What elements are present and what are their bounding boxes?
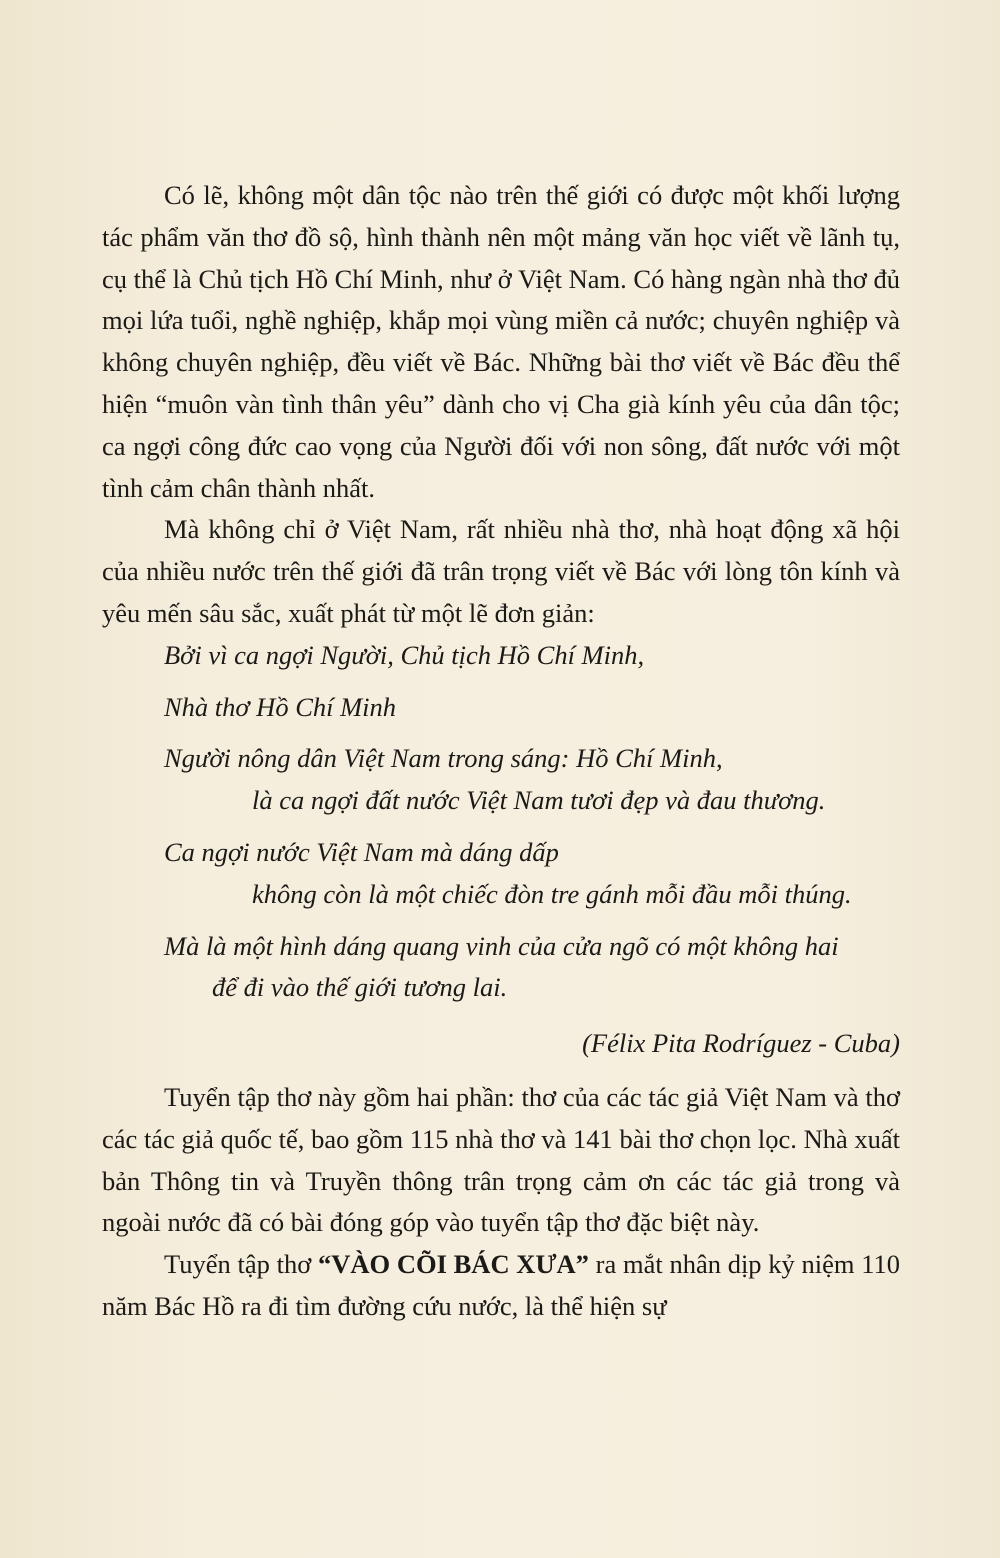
paragraph-launch (102, 1244, 900, 1328)
poem-line-1: Bởi vì ca ngợi Người, Chủ tịch Hồ Chí Minh, (164, 639, 645, 670)
body-text (102, 175, 900, 1328)
launch-text-after: ra mắt nhân dịp kỷ niệm 110 năm Bác Hồ ra đi tìm đường cứu nước, là thể hiện sự (102, 1249, 900, 1321)
poem-line-5: Ca ngợi nước Việt Nam mà dáng dấp (164, 836, 559, 867)
poem-attribution: (Félix Pita Rodríguez - Cuba) (582, 1028, 900, 1059)
launch-text-before: Tuyển tập thơ (164, 1249, 318, 1280)
collection-title: “VÀO CÕI BÁC XƯA” (317, 1249, 589, 1280)
poem-quote (102, 635, 900, 1009)
poem-line-4: là ca ngợi đất nước Việt Nam tươi đẹp và đau thương. (252, 785, 826, 816)
poem-line-2: Nhà thơ Hồ Chí Minh (164, 691, 397, 722)
poem-line-3: Người nông dân Việt Nam trong sáng: Hồ Chí Minh, (164, 743, 723, 774)
poem-line-8: để đi vào thế giới tương lai. (212, 972, 508, 1003)
paragraph-collection: Tuyển tập thơ này gồm hai phần: thơ của các tác giả Việt Nam và thơ các tác giả quốc tế, bao gồm 115 nhà thơ và 141 bài thơ chọn lọc. Nhà xuất bản Thông tin và Truyền thông trân trọng cảm ơn các tác giả trong và ngoài nước đã có bài đóng góp vào tuyển tập thơ đặc biệt này. (102, 1081, 900, 1238)
paragraph-international: Mà không chỉ ở Việt Nam, rất nhiều nhà thơ, nhà hoạt động xã hội của nhiều nước trên thế giới đã trân trọng viết về Bác với lòng tôn kính và yêu mến sâu sắc, xuất phát từ một lẽ đơn giản: (102, 514, 900, 628)
poem-line-7: Mà là một hình dáng quang vinh của cửa ngõ có một không hai (164, 930, 839, 961)
paragraph-intro: Có lẽ, không một dân tộc nào trên thế giới có được một khối lượng tác phẩm văn thơ đồ sộ, hình thành nên một mảng văn học viết về lãnh tụ, cụ thể là Chủ tịch Hồ Chí Minh, như ở Việt Nam. Có hàng ngàn nhà thơ đủ mọi lứa tuổi, nghề nghiệp, khắp mọi vùng miền cả nước; chuyên nghiệp và không chuyên nghiệp, đều viết về Bác. Những bài thơ viết về Bác đều thể hiện “muôn vàn tình thân yêu” dành cho vị Cha già kính yêu của dân tộc; ca ngợi công đức cao vọng của Người đối với non sông, đất nước với một tình cảm chân thành nhất. (102, 180, 900, 503)
poem-line-6: không còn là một chiếc đòn tre gánh mỗi đầu mỗi thúng. (252, 878, 852, 909)
